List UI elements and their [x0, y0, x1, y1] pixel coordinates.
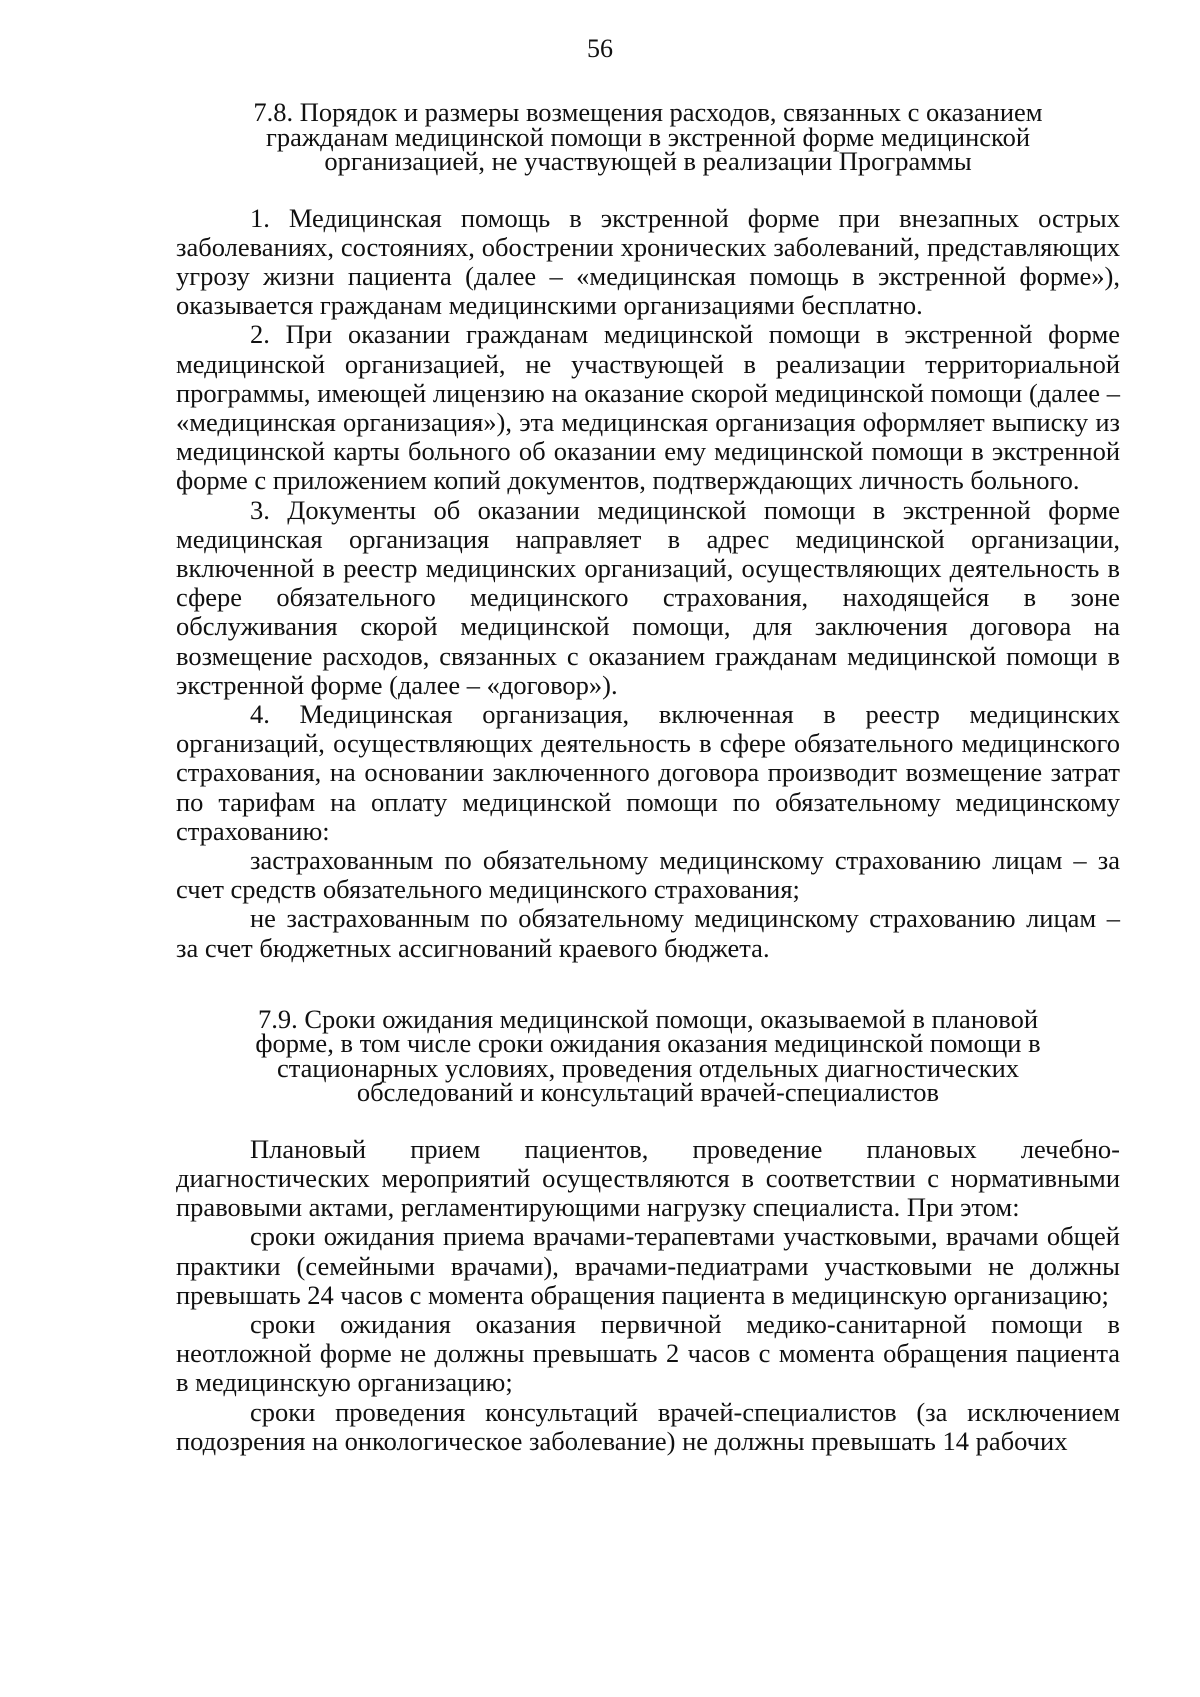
section-heading-7-9	[216, 1003, 1080, 1108]
paragraph: 2. При оказании гражданам медицинской помощи в экстренной форме медицинской организацией, не участвующей в реализации территориальной программы, имеющей лицензию на оказание скорой медицинской помощи (далее – «медицинская организация»), эта медицинская организация оформляет выписку из медицинской карты больного об оказании ему медицинской помощи в экстренной форме с приложением копий документов, подтверждающих личность больного.	[176, 319, 1120, 496]
paragraph: Плановый прием пациентов, проведение плановых лечебно-диагностических мероприятий осуществляются в соответствии с нормативными правовыми актами, регламентирующими нагрузку специалиста. При этом:	[176, 1133, 1120, 1223]
paragraph: сроки ожидания оказания первичной медико-санитарной помощи в неотложной форме не должны превышать 2 часов с момента обращения пациента в медицинскую организацию;	[176, 1309, 1120, 1398]
paragraph: 3. Документы об оказании медицинской помощи в экстренной форме медицинская организация направляет в адрес медицинской организации, включенной в реестр медицинских организаций, осуществляющих деятельность в сфере обязательного медицинского страхования, находящейся в зоне обслуживания скорой медицинской помощи, для заключения договора на возмещение расходов, связанных с оказанием гражданам медицинской помощи в экстренной форме (далее – «договор»).	[176, 494, 1120, 700]
heading-line: обследований и консультаций врачей-специалистов	[356, 1077, 940, 1108]
heading-line: форме, в том числе сроки ожидания оказания медицинской помощи в	[255, 1028, 1041, 1059]
paragraph: застрахованным по обязательному медицинскому страхованию лицам – за счет средств обязательного медицинского страхования;	[176, 844, 1120, 905]
section-heading-7-8	[216, 97, 1080, 176]
paragraph: сроки проведения консультаций врачей-специалистов (за исключением подозрения на онкологическое заболевание) не должны превышать 14 рабочих	[176, 1396, 1120, 1456]
heading-line: организацией, не участвующей в реализации Программы	[324, 146, 972, 176]
page-content	[176, 97, 1120, 1456]
page-number: 56	[587, 34, 613, 63]
paragraph: 4. Медицинская организация, включенная в реестр медицинских организаций, осуществляющих деятельность в сфере обязательного медицинского страхования, на основании заключенного договора производит возмещение затрат по тарифам на оплату медицинской помощи по обязательному медицинскому страхованию:	[176, 698, 1120, 846]
heading-line: стационарных условиях, проведения отдельных диагностических	[276, 1052, 1020, 1083]
heading-line: 7.8. Порядок и размеры возмещения расходов, связанных с оказанием	[253, 97, 1043, 127]
paragraph: не застрахованным по обязательному медицинскому страхованию лицам – за счет бюджетных ассигнований краевого бюджета.	[176, 903, 1120, 963]
heading-line: 7.9. Сроки ожидания медицинской помощи, оказываемой в плановой	[257, 1003, 1039, 1034]
paragraph: сроки ожидания приема врачами-терапевтами участковыми, врачами общей практики (семейными врачами), врачами-педиатрами участковыми не должны превышать 24 часов с момента обращения пациента в медицинскую организацию;	[176, 1221, 1120, 1310]
heading-line: гражданам медицинской помощи в экстренной форме медицинской	[265, 121, 1031, 152]
paragraph: 1. Медицинская помощь в экстренной форме при внезапных острых заболеваниях, состояниях, обострении хронических заболеваний, представляющих угрозу жизни пациента (далее – «медицинская помощь в экстренной форме»), оказывается гражданам медицинскими организациями бесплатно.	[176, 202, 1120, 321]
